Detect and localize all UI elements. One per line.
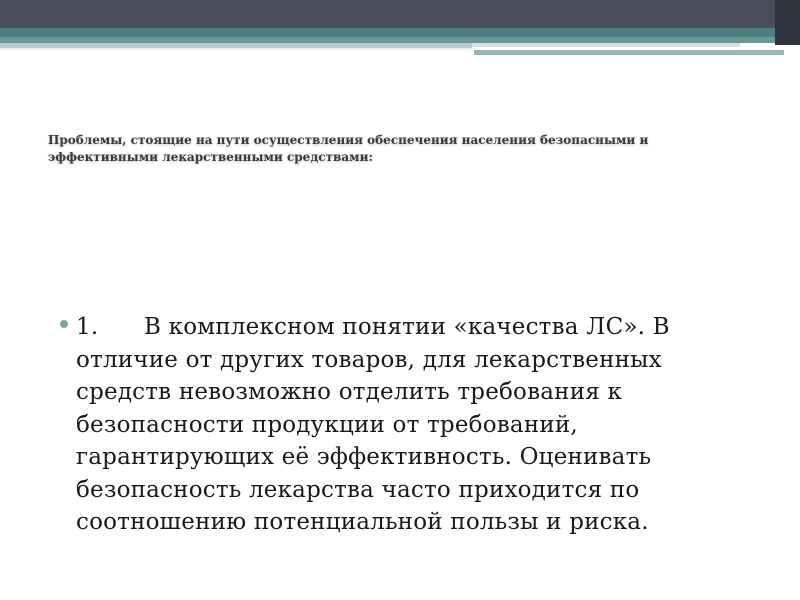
bullet-text [76, 311, 756, 539]
bullet-dot-icon [60, 320, 68, 328]
bullet-item [58, 311, 758, 539]
header-band-accent [474, 50, 784, 55]
header-band-light-secondary [472, 43, 740, 47]
slide-title: Проблемы, стоящие на пути осуществления обеспечения населения безопасными и эффективными лекарственными средствами: [48, 133, 649, 164]
bullet-number: 1. [76, 314, 99, 340]
header-band-teal [0, 28, 800, 37]
bullet-body: В комплексном понятии «качества ЛС». В отличие от других товаров, для лекарственных средств невозможно отделить требования к безопасности продукции от требований, гарантирующих её эффективность. Оценивать безопасность лекарства часто приходится по соотношению потенциальной пользы и риска. [76, 314, 670, 535]
header-band-white [0, 48, 472, 50]
header-corner-block [775, 0, 800, 45]
header-band-dark [0, 0, 800, 28]
